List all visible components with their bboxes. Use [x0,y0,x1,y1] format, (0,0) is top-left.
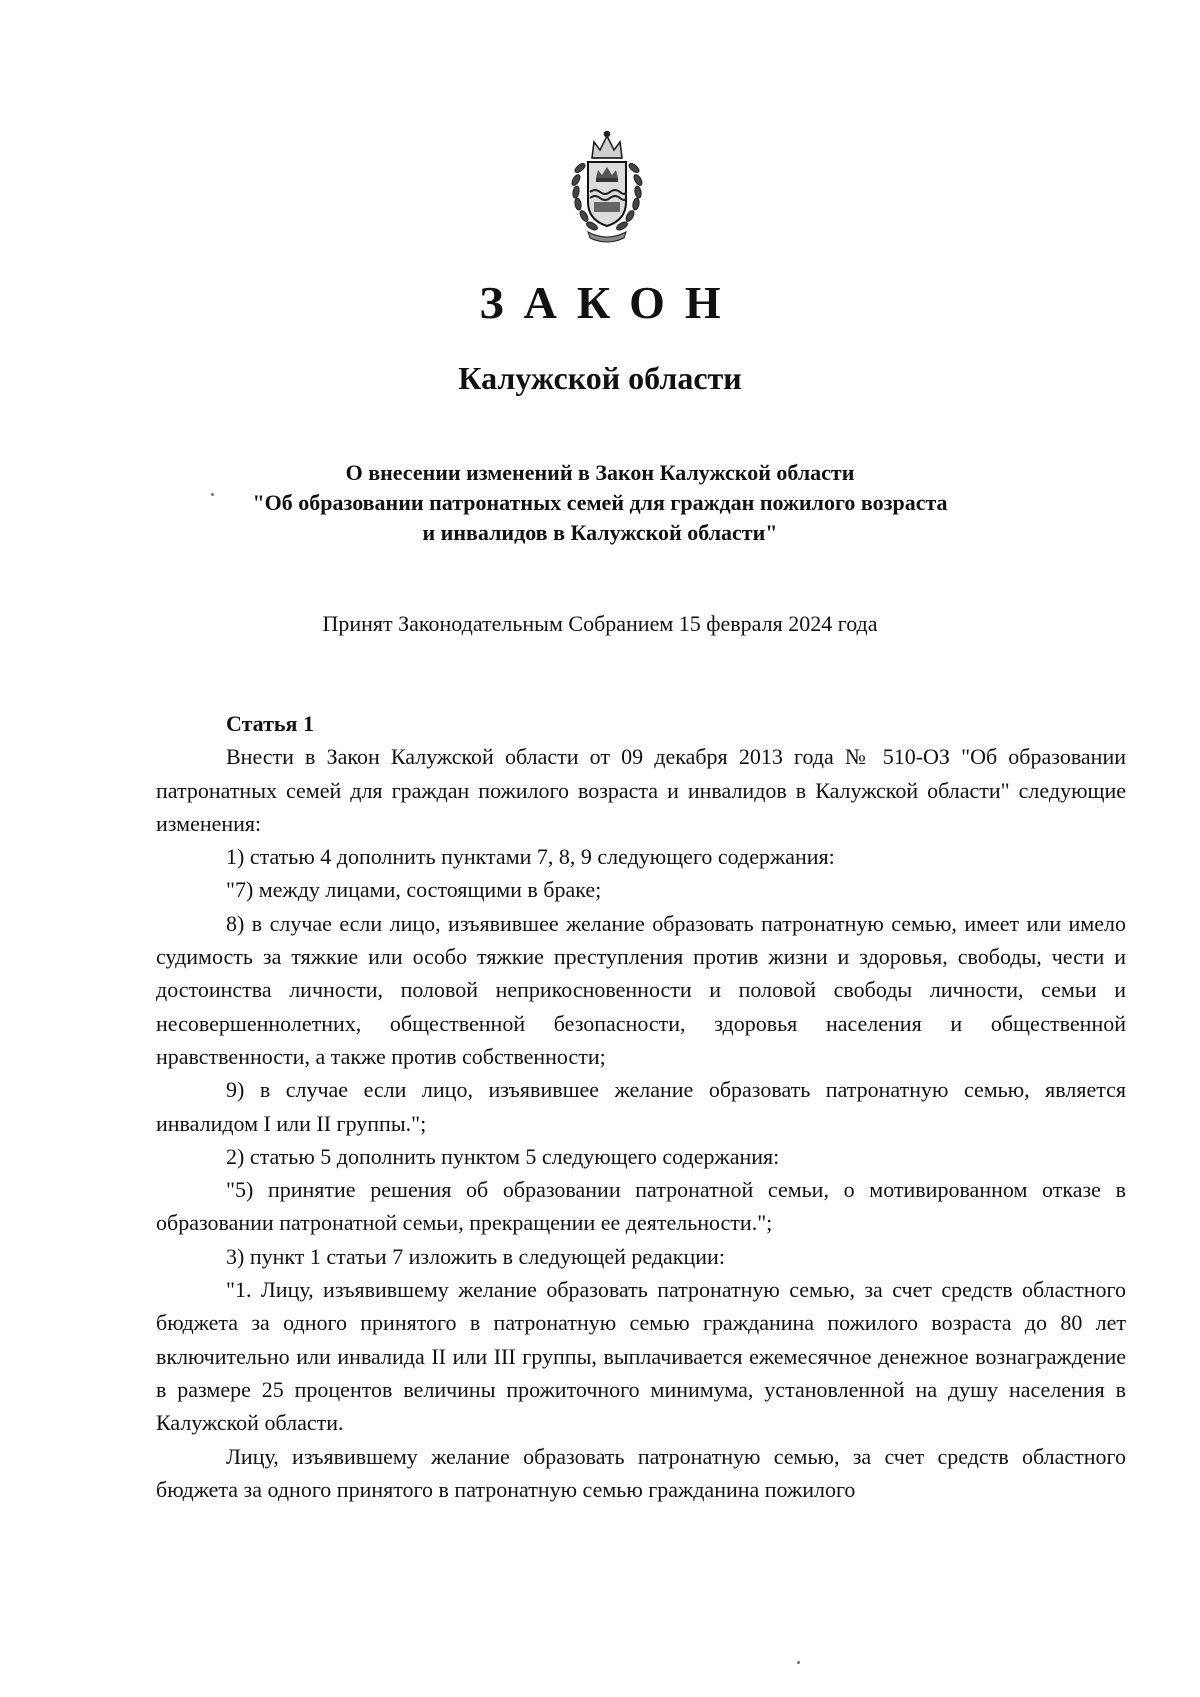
law-subject-line: "Об образовании патронатных семей для граждан пожилого возраста [252,490,948,515]
adoption-date: Принят Законодательным Собранием 15 февраля 2024 года [322,611,878,636]
law-subject [0,458,1200,548]
document-title: ЗАКОН [479,277,741,328]
paragraph: Внести в Закон Калужской области от 09 декабря 2013 года № 510-ОЗ "Об образовании патронатных семей для граждан пожилого возраста и инвалидов в Калужской области" следующие изменения: [156,744,1126,836]
article-heading: Статья 1 [226,711,314,736]
kaluga-coat-of-arms-icon [554,128,660,246]
paragraph: 9) в случае если лицо, изъявившее желание образовать патронатную семью, является инвалидом I или II группы."; [156,1077,1126,1136]
paragraph: "7) между лицами, состоящими в браке; [226,877,602,903]
paragraph: 1) статью 4 дополнить пунктами 7, 8, 9 следующего содержания: [226,844,835,870]
scan-speck [211,493,214,496]
law-subject-line: О внесении изменений в Закон Калужской области [345,460,855,485]
law-subject-line: и инвалидов в Калужской области" [422,520,778,545]
paragraph: "1. Лицу, изъявившему желание образовать патронатную семью, за счет средств областного бюджета за одного принятого в патронатную семью гражданина пожилого возраста до 80 лет включительно или инвалида II или III группы, выплачивается ежемесячное денежное вознаграждение в размере 25 процентов величины прожиточного минимума, установленной на душу населения в Калужской области. [156,1277,1126,1436]
document-body [156,707,1126,1506]
paragraph: Лицу, изъявившему желание образовать патронатную семью, за счет средств областного бюджета за одного принятого в патронатную семью гражданина пожилого [156,1443,1126,1502]
scan-speck [797,1661,800,1664]
paragraph: 8) в случае если лицо, изъявившее желание образовать патронатную семью, имеет или имело судимость за тяжкие или особо тяжкие преступления против жизни и здоровья, свободы, чести и достоинства личности, половой неприкосновенности и половой свободы личности, семьи и несовершеннолетних, общественной безопасности, здоровья населения и общественной нравственности, а также против собственности; [156,910,1126,1069]
paragraph: "5) принятие решения об образовании патронатной семьи, о мотивированном отказе в образовании патронатной семьи, прекращении ее деятельности."; [156,1177,1126,1236]
paragraph: 3) пункт 1 статьи 7 изложить в следующей редакции: [226,1243,725,1269]
document-region: Калужской области [458,360,742,396]
paragraph: 2) статью 5 дополнить пунктом 5 следующего содержания: [226,1143,780,1169]
